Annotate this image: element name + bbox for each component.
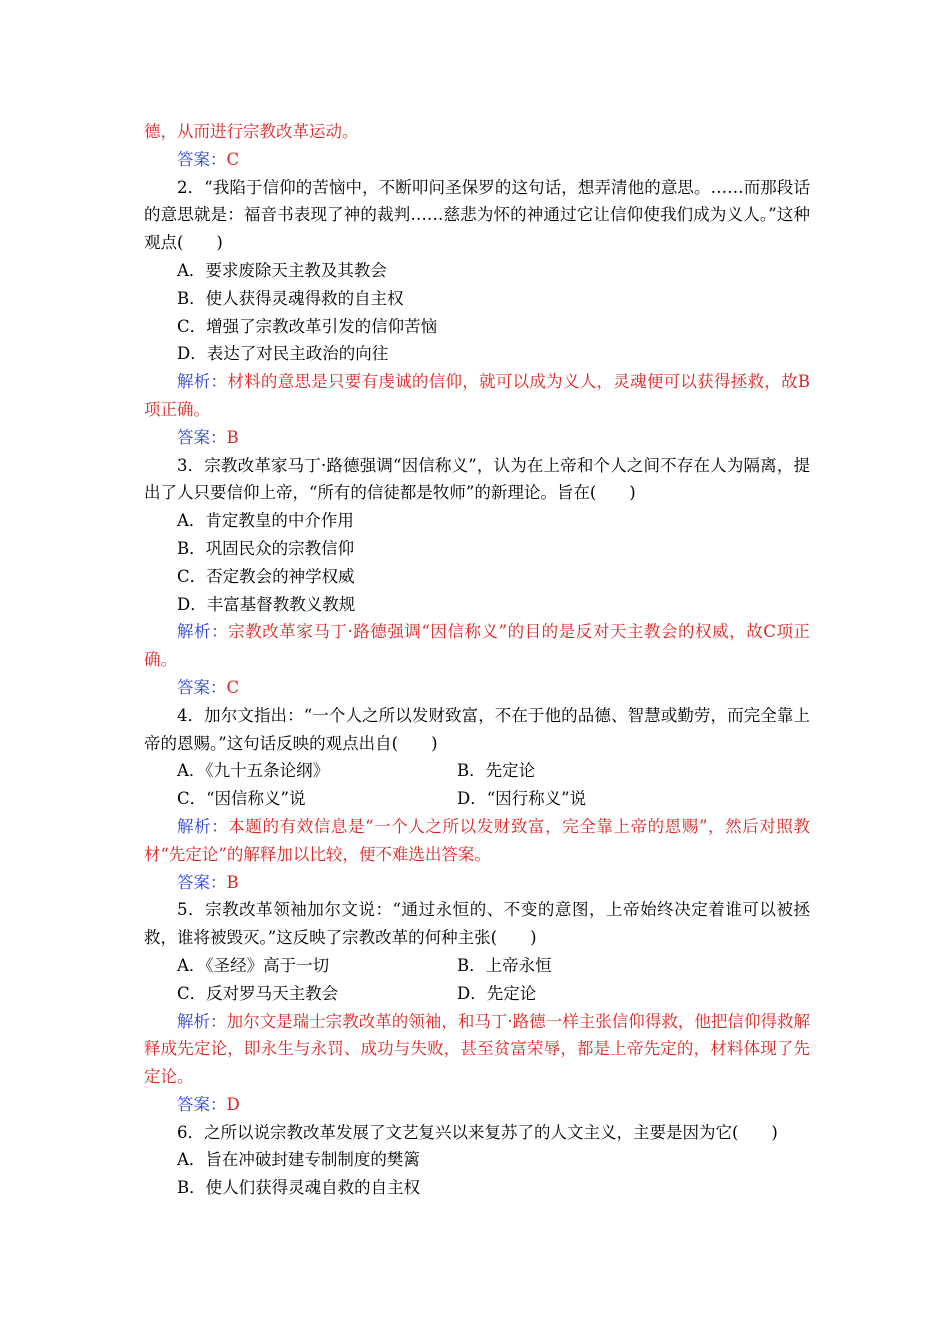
- q3-option-a: A．肯定教皇的中介作用: [177, 511, 354, 531]
- explain-text: 本题的有效信息是“一个人之所以发财致富，完全靠上帝的恩赐”，然后对照教材“先定论”的解释加以比较，便不难选出答案。: [144, 816, 810, 864]
- answer-label: 答案：: [177, 872, 227, 892]
- answer-label: 答案：: [177, 427, 227, 447]
- q4-option-c: C．“因信称义”说: [177, 789, 306, 809]
- explain-text: 宗教改革家马丁·路德强调“因信称义”的目的是反对天主教会的权威，故C项正确。: [144, 622, 810, 670]
- q5-option-d: D．先定论: [457, 983, 537, 1003]
- q3-explanation: [144, 618, 810, 674]
- q4-stem: 4．加尔文指出：“一个人之所以发财致富，不在于他的品德、智慧或勤劳，而完全靠上帝的恩赐。”这句话反映的观点出自( ): [144, 705, 810, 753]
- q4-options-row-1: [144, 757, 810, 785]
- q6-stem: 6．之所以说宗教改革发展了文艺复兴以来复苏了的人文主义，主要是因为它( ): [177, 1122, 778, 1142]
- q4-options-row-2: [144, 785, 810, 813]
- q5-option-b: B．上帝永恒: [457, 955, 552, 975]
- answer-value: B: [226, 872, 239, 892]
- explain-label: 解析：: [177, 372, 228, 392]
- q4-answer: [144, 869, 810, 897]
- q6-option-b: B．使人们获得灵魂自救的自主权: [177, 1178, 421, 1198]
- answer-label: 答案：: [177, 149, 227, 169]
- q3-option-b: B．巩固民众的宗教信仰: [177, 538, 355, 558]
- q2-option-a: A．要求废除天主教及其教会: [177, 260, 387, 280]
- explain-text: 加尔文是瑞士宗教改革的领袖，和马丁·路德一样主张信仰得救，他把信仰得救解释成先定论，即永生与永罚、成功与失败，甚至贫富荣辱，都是上帝先定的，材料体现了先定论。: [144, 1011, 810, 1087]
- q4-option-b: B．先定论: [457, 761, 536, 781]
- explain-label: 解析：: [177, 1011, 227, 1031]
- answer-value: D: [226, 1094, 240, 1114]
- q2-option-d: D．表达了对民主政治的向往: [177, 344, 389, 364]
- q5-options-row-2: [144, 980, 810, 1008]
- explain-label: 解析：: [177, 816, 229, 836]
- q2-option-c: C．增强了宗教改革引发的信仰苦恼: [177, 316, 438, 336]
- answer-label: 答案：: [177, 677, 227, 697]
- q5-explanation: [144, 1008, 810, 1091]
- q3-option-d: D．丰富基督教教义教规: [177, 594, 356, 614]
- q4-explanation: [144, 813, 810, 869]
- q2-stem: 2．“我陷于信仰的苦恼中，不断叩问圣保罗的这句话，想弄清他的意思。……而那段话的意思就是：福音书表现了神的裁判……慈悲为怀的神通过它让信仰使我们成为义人。”这种观点( ): [144, 177, 810, 253]
- q2-option-b: B．使人获得灵魂得救的自主权: [177, 288, 404, 308]
- q5-answer: [144, 1091, 810, 1119]
- q5-option-c: C．反对罗马天主教会: [177, 983, 339, 1003]
- q6-option-a: A．旨在冲破封建专制制度的樊篱: [177, 1150, 420, 1170]
- explain-label: 解析：: [177, 622, 229, 642]
- explain-text: 材料的意思是只要有虔诚的信仰，就可以成为义人，灵魂便可以获得拯救，故B项正确。: [144, 372, 810, 419]
- q1-answer: [144, 146, 810, 174]
- q3-stem: 3．宗教改革家马丁·路德强调“因信称义”，认为在上帝和个人之间不存在人为隔离，提出了人只要信仰上帝，“所有的信徒都是牧师”的新理论。旨在( ): [144, 455, 810, 503]
- q5-option-a: A．《圣经》高于一切: [177, 955, 330, 975]
- answer-value: C: [226, 149, 240, 169]
- prev-explain-tail: 德，从而进行宗教改革运动。: [144, 122, 359, 141]
- answer-value: B: [226, 427, 239, 447]
- q2-answer: [144, 424, 810, 452]
- q4-option-a: A．《九十五条论纲》: [177, 761, 330, 781]
- q4-option-d: D．“因行称义”说: [457, 789, 587, 809]
- q5-options-row-1: [144, 952, 810, 980]
- answer-value: C: [226, 677, 240, 697]
- q3-option-c: C．否定教会的神学权威: [177, 566, 355, 586]
- q5-stem: 5．宗教改革领袖加尔文说：“通过永恒的、不变的意图，上帝始终决定着谁可以被拯救，谁将被毁灭。”这反映了宗教改革的何种主张( ): [144, 900, 810, 948]
- q2-explanation: [144, 368, 810, 424]
- q3-answer: [144, 674, 810, 702]
- document-page: [144, 118, 810, 1202]
- answer-label: 答案：: [177, 1094, 227, 1114]
